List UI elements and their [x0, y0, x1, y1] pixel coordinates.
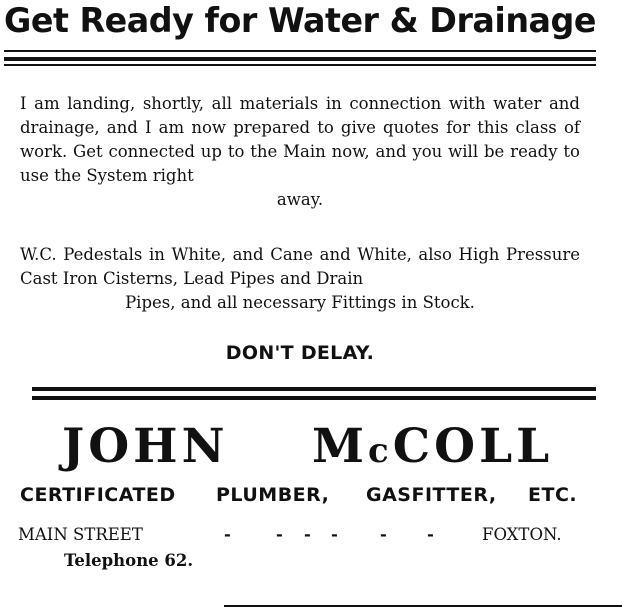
telephone-number: Telephone 62. [64, 551, 194, 570]
surname-rest: COLL [392, 419, 554, 474]
trade-etc: ETC. [528, 484, 578, 506]
surname-small-c: c [368, 431, 393, 471]
address-town: FOXTON. [482, 525, 562, 544]
trade-plumber: PLUMBER, [216, 484, 330, 506]
headline: Get Ready for Water & Drainage [4, 1, 597, 41]
address-dash: - [380, 525, 387, 544]
address-dash: - [224, 525, 231, 544]
intro-paragraph-last-line: away. [276, 190, 324, 209]
address-dash: - [276, 525, 283, 544]
address-dash: - [304, 525, 311, 544]
intro-paragraph: I am landing, shortly, all materials in connection with water and drainage, and I am now prepared to give quotes for this class of work. Get connected up to the Main now, and you will be ready to use the System right [20, 94, 580, 185]
middle-rule-thick [32, 387, 596, 391]
top-rule-thin [4, 50, 596, 52]
address-street: MAIN STREET [18, 525, 143, 544]
trade-gasfitter: GASFITTER, [366, 484, 497, 506]
address-dash: - [427, 525, 434, 544]
bottom-rule [224, 605, 622, 607]
middle-rule-thin [32, 396, 596, 400]
top-rule-thick [4, 57, 596, 61]
surname-prefix: M [312, 419, 369, 474]
trade-certificated: CERTIFICATED [20, 484, 176, 506]
stock-paragraph: W.C. Pedestals in White, and Cane and White, also High Pressure Cast Iron Cisterns, Lead Pipes and Drain [20, 245, 580, 288]
advertiser-surname [312, 419, 553, 479]
address-dash: - [331, 525, 338, 544]
stock-paragraph-last-line: Pipes, and all necessary Fittings in Stock. [125, 293, 475, 312]
advertiser-first-name: JOHN [62, 419, 229, 474]
top-rule-thin-lower [4, 64, 596, 66]
call-to-action: DON'T DELAY. [225, 342, 375, 364]
